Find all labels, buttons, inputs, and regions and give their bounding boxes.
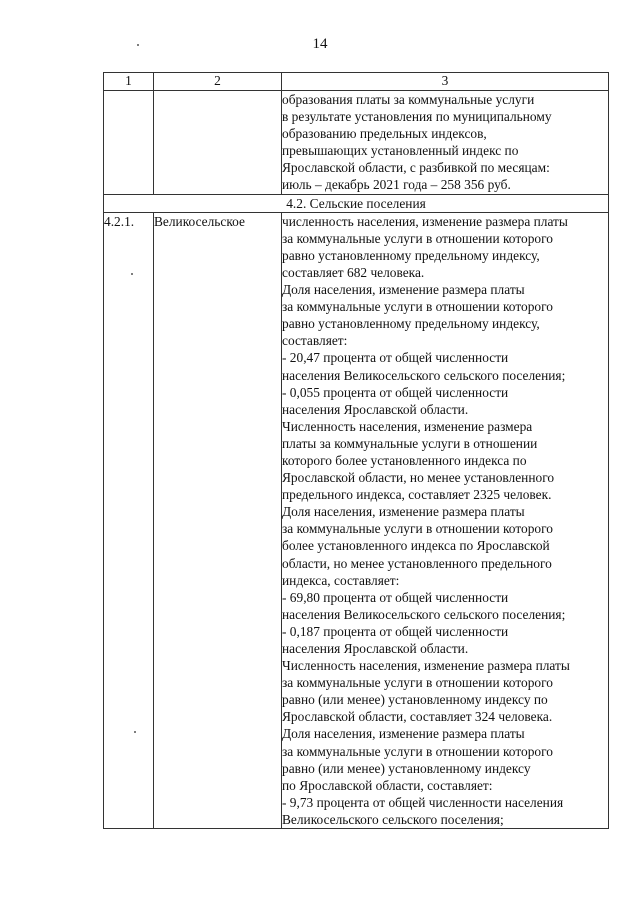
row-text-line: населения Ярославской области. [282,641,469,656]
row-text-line: за коммунальные услуги в отношении которого [282,299,553,315]
row-text-line: составляет: [282,333,348,349]
settlement-name: Великосельское [154,212,282,828]
row-text-line: Численность населения, изменение размера [282,418,533,434]
continuation-line: образованию предельных индексов, [282,126,487,142]
row-text-line: индекса, составляет: [282,572,400,588]
row-text-line: Великосельского сельского поселения; [282,811,504,827]
row-text-line: Доля населения, изменение размера платы [282,726,525,742]
row-text-line: - 20,47 процента от общей численности [282,350,509,366]
row-text-line: - 9,73 процента от общей численности населения [282,794,564,810]
table-header-row [104,73,609,91]
row-text-line: области, но менее установленного предельного [282,555,552,571]
row-text-line: Ярославской области, составляет 324 человека. [282,709,553,725]
row-text-line: равно установленному предельному индексу, [282,247,540,263]
row-text-line: Доля населения, изменение размера платы [282,504,525,520]
row-text-line: Численность населения, изменение размера платы [282,658,570,674]
continuation-line: в результате установления по муниципальному [282,109,552,125]
row-text-line: более установленного индекса по Ярославской [282,538,550,554]
continuation-line: Ярославской области, с разбивкой по месяцам: [282,160,550,176]
row-text-line: численность населения, изменение размера платы [282,213,568,229]
row-text-line: за коммунальные услуги в отношении которого [282,521,553,537]
continuation-number-cell [104,91,154,195]
section-title: 4.2. Сельские поселения [104,194,609,212]
row-text-line: которого более установленного индекса по [282,452,527,468]
continuation-line: образования платы за коммунальные услуги [282,92,535,107]
continuation-text-cell [282,91,609,195]
row-text-line: за коммунальные услуги в отношении которого [282,743,553,759]
document-table [103,72,609,829]
table-row [104,212,609,828]
continuation-line: июль – декабрь 2021 года – 258 356 руб. [282,177,511,193]
column-header-2: 2 [154,73,282,91]
row-text-line: Ярославской области, но менее установленного [282,470,555,486]
row-text-line: за коммунальные услуги в отношении которого [282,675,553,691]
column-header-1: 1 [104,73,154,91]
row-text-line: населения Великосельского сельского поселения; [282,367,566,383]
row-text-cell [282,212,609,828]
row-text-line: платы за коммунальные услуги в отношении [282,435,538,451]
row-text-line: Доля населения, изменение размера платы [282,282,525,298]
row-text-line: составляет 682 человека. [282,264,425,280]
continuation-line: превышающих установленный индекс по [282,143,519,159]
row-text-line: - 0,187 процента от общей численности [282,623,509,639]
row-text-line: равно установленному предельному индексу, [282,316,540,332]
page-number: 14 [312,36,328,52]
row-text-line: равно (или менее) установленному индексу по [282,692,548,708]
scan-speck [137,44,139,46]
row-text-line: по Ярославской области, составляет: [282,777,493,793]
row-text-line: за коммунальные услуги в отношении которого [282,230,553,246]
row-text-line: - 0,055 процента от общей численности [282,384,509,400]
row-text-line: - 69,80 процента от общей численности [282,589,509,605]
row-text-line: населения Великосельского сельского поселения; [282,606,566,622]
section-row [104,194,609,212]
row-number: 4.2.1. [104,212,154,828]
row-text-line: населения Ярославской области. [282,401,469,417]
row-text-line: равно (или менее) установленному индексу [282,760,531,776]
continuation-name-cell [154,91,282,195]
row-text-line: предельного индекса, составляет 2325 человек. [282,487,552,503]
continuation-row [104,91,609,195]
column-header-3: 3 [282,73,609,91]
